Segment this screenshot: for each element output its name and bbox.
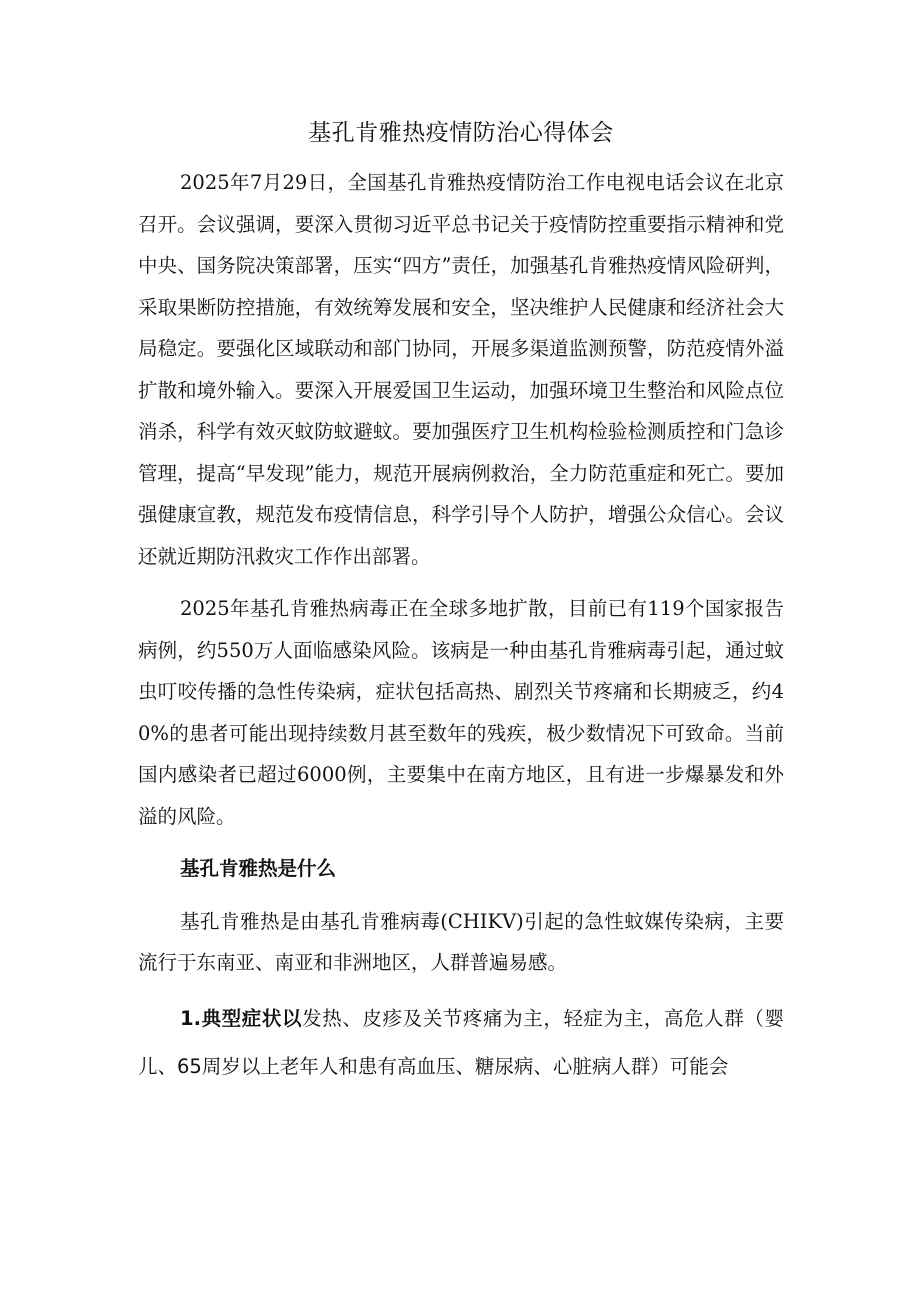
document-title: 基孔肯雅热疫情防治心得体会 <box>308 120 614 146</box>
list-item-lead: 1.典型症状以 <box>180 1006 303 1030</box>
list-item-symptoms <box>138 995 784 1091</box>
paragraph-meeting: 2025年7月29日，全国基孔肯雅热疫情防治工作电视电话会议在北京召开。会议强调，要深入贯彻习近平总书记关于疫情防控重要指示精神和党中央、国务院决策部署，压实“四方”责任，加强基孔肯雅热疫情风险研判，采取果断防控措施，有效统筹发展和安全，坚决维护人民健康和经济社会大局稳定。要强化区域联动和部门协同，开展多渠道监测预警，防范疫情外溢扩散和境外输入。要深入开展爱国卫生运动，加强环境卫生整治和风险点位消杀，科学有效灭蚊防蚊避蚊。要加强医疗卫生机构检验检测质控和门急诊管理，提高“早发现”能力，规范开展病例救治，全力防范重症和死亡。要加强健康宣教，规范发布疫情信息，科学引导个人防护，增强公众信心。会议还就近期防汛救灾工作作出部署。 <box>138 171 784 568</box>
list-item-text: 发热、皮疹及关节疼痛为主，轻症为主，高危人群（婴儿、65周岁以上老年人和患有高血压、糖尿病、心脏病人群）可能会 <box>138 1006 784 1078</box>
section-paragraph: 基孔肯雅热是由基孔肯雅病毒(CHIKV)引起的急性蚊媒传染病，主要流行于东南亚、南亚和非洲地区，人群普遍易感。 <box>138 909 784 974</box>
document-page <box>138 118 784 1091</box>
section-heading: 基孔肯雅热是什么 <box>180 857 337 880</box>
paragraph-global-spread: 2025年基孔肯雅热病毒正在全球多地扩散，目前已有119个国家报告病例，约550万人面临感染风险。该病是一种由基孔肯雅病毒引起，通过蚊虫叮咬传播的急性传染病，症状包括高热、剧烈关节疼痛和长期疲乏，约40%的患者可能出现持续数月甚至数年的残疾，极少数情况下可致命。当前国内感染者已超过6000例，主要集中在南方地区，且有进一步爆暴发和外溢的风险。 <box>138 597 784 828</box>
